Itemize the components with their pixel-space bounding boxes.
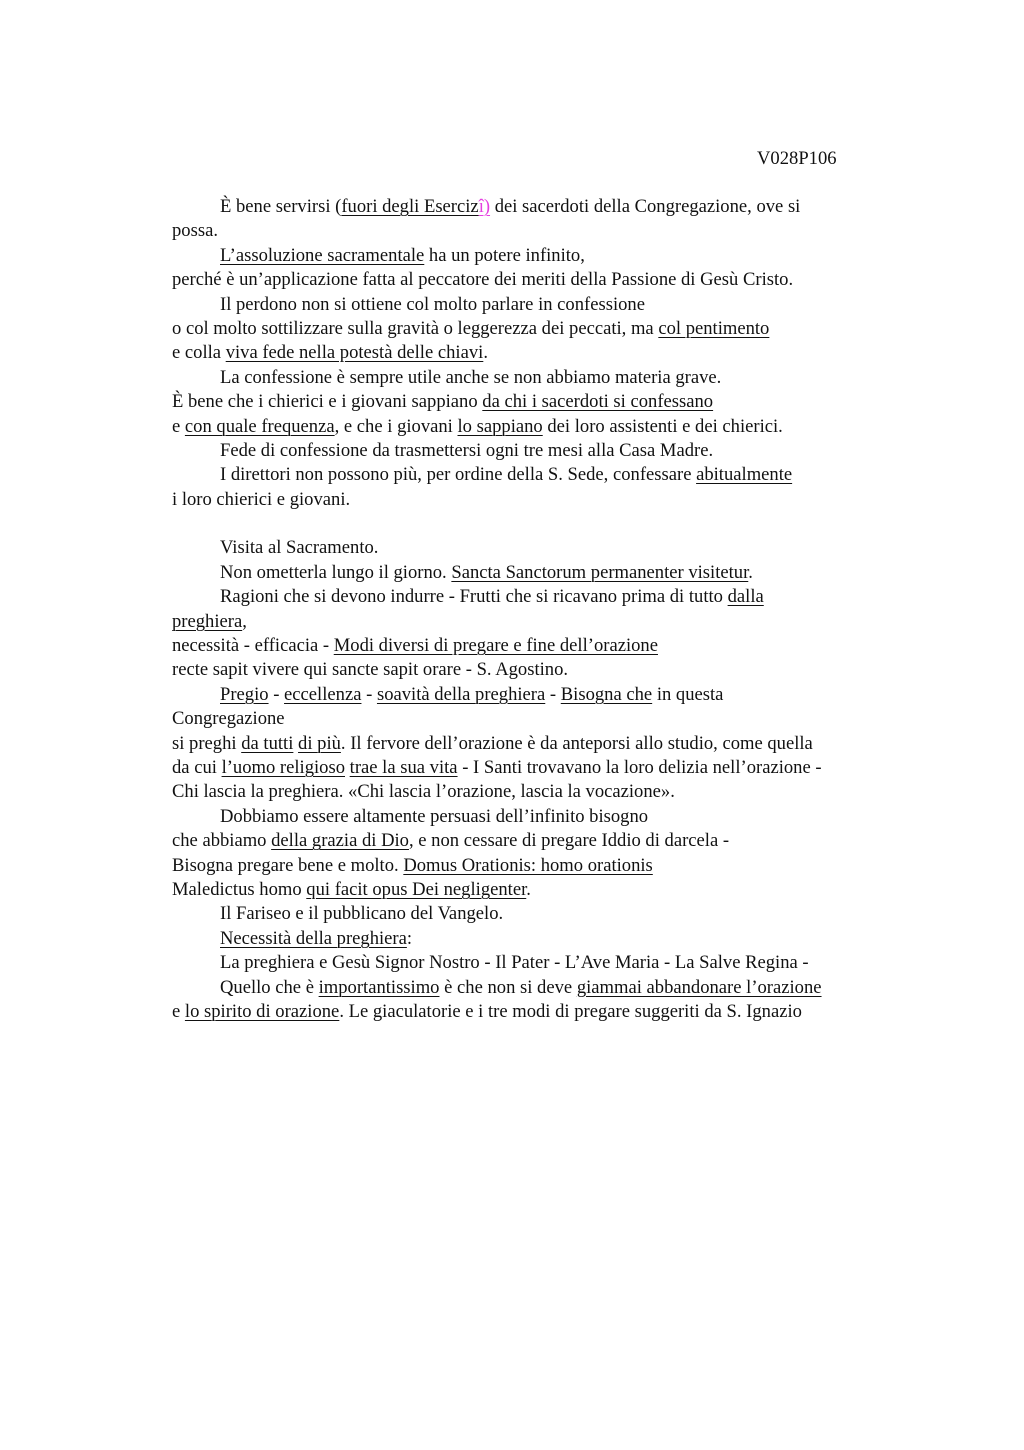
text-run: Ragioni che si devono indurre - Frutti che si ricavano prima di tutto (220, 586, 728, 608)
text-run: perché è un’applicazione fatta al peccatore dei meriti della Passione di Gesù Cristo. (172, 269, 794, 291)
text-line (172, 1000, 892, 1024)
underlined-phrase: qui facit opus Dei negligenter (306, 878, 527, 900)
text-run: - (545, 683, 561, 705)
underlined-phrase: Pregio (220, 683, 269, 705)
text-run: Congregazione (172, 708, 285, 730)
underlined-phrase: î) (478, 196, 491, 217)
underlined-phrase: lo spirito di orazione (184, 1000, 340, 1022)
text-run: La preghiera e Gesù Signor Nostro - Il Pater - L’Ave Maria - La Salve Regina - (220, 952, 809, 974)
text-line (172, 756, 892, 780)
document-body (172, 195, 892, 1024)
text-line (172, 707, 892, 731)
text-run: necessità - efficacia - (172, 635, 334, 657)
underlined-phrase: dalla (727, 586, 764, 608)
underlined-phrase: Modi diversi di pregare e fine dell’orazione (333, 635, 658, 657)
text-run: . (748, 561, 753, 583)
text-line (172, 390, 892, 414)
text-line (172, 658, 892, 682)
text-line (172, 634, 892, 658)
underlined-phrase: Bisogna che (560, 683, 653, 705)
text-run: è che non si deve (439, 976, 577, 998)
text-run: - (268, 683, 285, 705)
text-run: dei loro assistenti e dei chierici. (542, 415, 783, 437)
text-line (172, 683, 892, 707)
text-run: È bene che i chierici e i giovani sappiano (172, 391, 483, 413)
text-run: che abbiamo (172, 830, 272, 852)
underlined-phrase: Domus Orationis: homo orationis (403, 854, 653, 876)
text-run: . Il fervore dell’orazione è da anteporsi allo studio, come quella (340, 732, 813, 754)
text-run: - (361, 683, 377, 705)
text-line (172, 805, 892, 829)
underlined-phrase: giammai abbandonare l’orazione (576, 976, 822, 998)
underlined-phrase: col pentimento (658, 317, 770, 339)
text-run: dei sacerdoti della Congregazione, ove si (490, 196, 801, 217)
text-run: Il perdono non si ottiene col molto parlare in confessione (220, 293, 645, 315)
text-run: da cui (172, 756, 222, 778)
underlined-phrase: con quale frequenza (184, 415, 335, 437)
text-run: : (406, 927, 413, 949)
text-line (172, 341, 892, 365)
text-line (172, 927, 892, 951)
text-line (172, 951, 892, 975)
underlined-phrase: da chi i sacerdoti si confessano (482, 391, 714, 413)
text-line (172, 976, 892, 1000)
blank-line (172, 512, 892, 536)
text-run: Quello che è (220, 976, 319, 998)
text-run: si preghi (172, 732, 242, 754)
text-line (172, 439, 892, 463)
underlined-phrase: soavità della preghiera (376, 683, 546, 705)
text-run: , e che i giovani (334, 415, 458, 437)
text-line (172, 780, 892, 804)
text-line (172, 854, 892, 878)
text-line (172, 293, 892, 317)
text-run: Chi lascia la preghiera. «Chi lascia l’orazione, lascia la vocazione». (172, 781, 675, 803)
text-run: Maledictus homo (172, 878, 307, 900)
underlined-phrase: Necessità della preghiera (220, 927, 407, 949)
text-line (172, 415, 892, 439)
text-run: Il Fariseo e il pubblicano del Vangelo. (220, 903, 504, 925)
text-run: Non ometterla lungo il giorno. (220, 561, 452, 583)
text-run: possa. (172, 220, 218, 242)
text-line (172, 585, 892, 609)
text-run: i loro chierici e giovani. (172, 488, 351, 510)
text-line (172, 610, 892, 634)
text-run: e (172, 1000, 185, 1022)
text-line (172, 829, 892, 853)
text-line (172, 244, 892, 268)
text-run: I direttori non possono più, per ordine della S. Sede, confessare (220, 464, 697, 486)
text-line (172, 561, 892, 585)
text-run: - I Santi trovavano la loro delizia nell’orazione - (457, 756, 822, 778)
text-run: È bene servirsi ( (220, 196, 342, 217)
text-run: Fede di confessione da trasmettersi ogni tre mesi alla Casa Madre. (220, 439, 714, 461)
underlined-phrase: L’assoluzione sacramentale (220, 244, 425, 266)
text-run: La confessione è sempre utile anche se non abbiamo materia grave. (220, 366, 722, 388)
text-line (172, 536, 892, 560)
underlined-phrase: di più (298, 732, 341, 754)
underlined-phrase: fuori degli Eserciz (341, 196, 479, 217)
text-run: . (483, 342, 488, 364)
page-reference: V028P106 (757, 148, 837, 169)
text-line (172, 463, 892, 487)
underlined-phrase: abitualmente (696, 464, 793, 486)
text-run: Dobbiamo essere altamente persuasi dell’infinito bisogno (220, 805, 649, 827)
underlined-phrase: importantissimo (318, 976, 440, 998)
text-run: e (172, 415, 185, 437)
underlined-phrase: da tutti (241, 732, 294, 754)
underlined-phrase: della grazia di Dio (271, 830, 409, 852)
text-line (172, 366, 892, 390)
underlined-phrase: eccellenza (284, 683, 362, 705)
text-line (172, 902, 892, 926)
text-run: ha un potere infinito, (424, 244, 585, 266)
underlined-phrase: viva fede nella potestà delle chiavi (225, 342, 484, 364)
underlined-phrase: lo sappiano (457, 415, 543, 437)
text-line (172, 268, 892, 292)
text-run: Bisogna pregare bene e molto. (172, 854, 404, 876)
text-run: . Le giaculatorie e i tre modi di pregare suggeriti da S. Ignazio (339, 1000, 802, 1022)
text-run: . (526, 878, 531, 900)
underlined-phrase: preghiera (172, 610, 243, 632)
text-line (172, 195, 892, 219)
underlined-phrase: trae la sua vita (349, 756, 458, 778)
underlined-phrase: Sancta Sanctorum permanenter visitetur (451, 561, 749, 583)
text-run: , e non cessare di pregare Iddio di darcela - (408, 830, 730, 852)
text-run: recte sapit vivere qui sancte sapit orare - S. Agostino. (172, 659, 569, 681)
text-run: , (242, 610, 247, 632)
text-run: in questa (652, 683, 724, 705)
text-run: e colla (172, 342, 226, 364)
text-line (172, 732, 892, 756)
text-line (172, 488, 892, 512)
text-line (172, 878, 892, 902)
text-run: o col molto sottilizzare sulla gravità o leggerezza dei peccati, ma (172, 317, 659, 339)
text-line (172, 317, 892, 341)
text-line (172, 219, 892, 243)
text-run: Visita al Sacramento. (220, 537, 379, 559)
underlined-phrase: l’uomo religioso (221, 756, 345, 778)
